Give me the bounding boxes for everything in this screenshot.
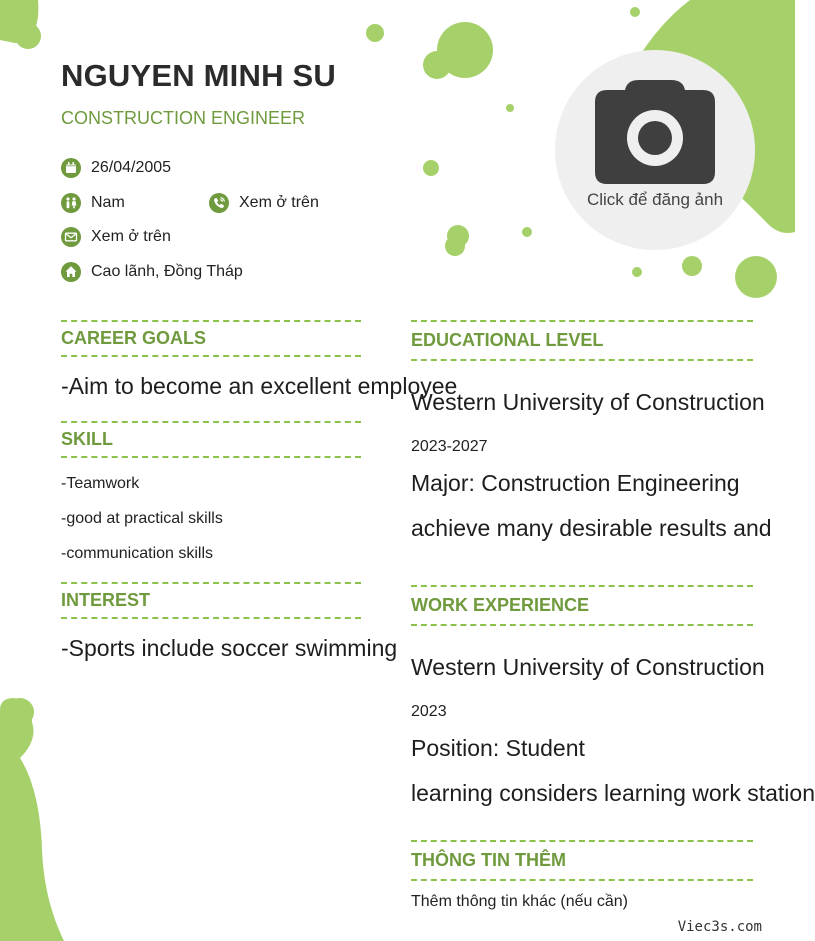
education-school[interactable]: Western University of Construction — [411, 389, 765, 415]
career-goals-heading-text: CAREER GOALS — [61, 328, 207, 348]
work-description[interactable]: learning considers learning work station — [411, 780, 815, 806]
skill-item[interactable]: -good at practical skills — [61, 510, 223, 527]
candidate-name[interactable]: NGUYEN MINH SU — [61, 58, 336, 93]
work-company[interactable]: Western University of Construction — [411, 654, 765, 680]
gender-icon — [61, 193, 81, 213]
interest-heading[interactable] — [61, 582, 361, 619]
job-title[interactable]: CONSTRUCTION ENGINEER — [61, 108, 306, 128]
extra-text[interactable]: Thêm thông tin khác (nếu cần) — [411, 893, 629, 910]
education-result[interactable]: achieve many desirable results and — [411, 515, 772, 541]
skill-item[interactable]: -Teamwork — [61, 475, 140, 492]
watermark: Viec3s.com — [677, 919, 762, 935]
phone-icon — [209, 193, 229, 213]
education-heading[interactable] — [411, 320, 753, 361]
photo-caption: Click để đăng ảnh — [586, 190, 724, 209]
work-heading-text: WORK EXPERIENCE — [411, 595, 590, 615]
envelope-icon — [61, 227, 81, 247]
phone-row[interactable] — [209, 193, 319, 213]
extra-heading[interactable] — [411, 840, 753, 881]
camera-icon — [595, 80, 715, 184]
skill-heading-text: SKILL — [61, 429, 113, 449]
email-text: Xem ở trên — [91, 228, 171, 245]
career-goals-text[interactable]: -Aim to become an excellent employee — [61, 373, 458, 399]
work-position[interactable]: Position: Student — [411, 735, 585, 761]
gender-text: Nam — [91, 194, 125, 211]
skill-heading[interactable] — [61, 421, 361, 458]
phone-text: Xem ở trên — [239, 194, 319, 211]
career-goals-heading[interactable] — [61, 320, 361, 357]
interest-text[interactable]: -Sports include soccer swimming — [61, 635, 398, 661]
education-major[interactable]: Major: Construction Engineering — [411, 470, 740, 496]
work-heading[interactable] — [411, 585, 753, 626]
home-icon — [61, 262, 81, 282]
education-years[interactable]: 2023-2027 — [411, 438, 488, 455]
interest-heading-text: INTEREST — [61, 590, 151, 610]
address-row[interactable] — [61, 262, 243, 282]
calendar-icon — [61, 158, 81, 178]
birthdate-text: 26/04/2005 — [91, 159, 172, 176]
work-year[interactable]: 2023 — [411, 703, 447, 720]
extra-heading-text: THÔNG TIN THÊM — [411, 850, 566, 870]
photo-upload[interactable] — [555, 50, 755, 250]
address-text: Cao lãnh, Đồng Tháp — [91, 263, 243, 280]
skill-item[interactable]: -communication skills — [61, 545, 214, 562]
gender-row[interactable] — [61, 193, 125, 213]
education-heading-text: EDUCATIONAL LEVEL — [411, 330, 604, 350]
birthdate-row[interactable] — [61, 158, 171, 178]
email-row[interactable] — [61, 227, 171, 247]
